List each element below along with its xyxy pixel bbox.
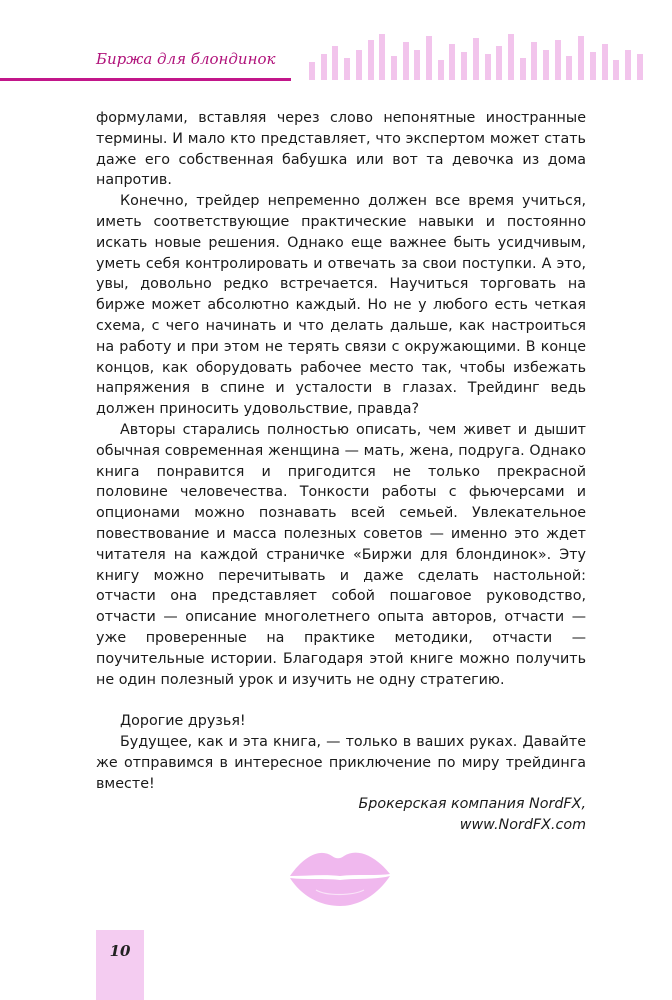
equalizer-bar — [403, 42, 409, 80]
equalizer-bar — [414, 50, 420, 80]
equalizer-bar — [368, 40, 374, 80]
lips-icon — [286, 846, 394, 908]
equalizer-bar — [578, 36, 584, 80]
equalizer-bar — [531, 42, 537, 80]
equalizer-bar — [555, 40, 561, 80]
greeting: Дорогие друзья! — [120, 713, 246, 730]
equalizer-bar — [391, 56, 397, 80]
equalizer-bars-icon — [309, 34, 650, 80]
signature-url: www.NordFX.com — [459, 817, 586, 834]
equalizer-bar — [520, 58, 526, 80]
paragraph-3: Авторы старались полностью описать, чем живет и дышит обычная современная женщина — мать, жена, подруга. Однако книга понравится и пригодится не только прекрасной половине человечества. Тонкости работы с фьючерсами и опционами можно познавать всей семьей. Увлекательное повествование и масса полезных советов — именно это ждет читателя на каждой страничке «Биржи для блондинок». Эту книгу можно перечитывать и даже сделать настольной: отчасти она представляет собой пошаговое руководство, отчасти — описание многолетнего опыта авторов, отчасти — уже проверенные на практике методики, отчасти — поучительные истории. Благодаря этой книге можно получить не один полезный урок и изучить не одну стратегию. — [96, 421, 586, 688]
equalizer-bar — [332, 46, 338, 80]
signature-company: Брокерская компания NordFX, — [358, 796, 586, 813]
equalizer-bar — [602, 44, 608, 80]
equalizer-bar — [485, 54, 491, 80]
equalizer-bar — [543, 50, 549, 80]
running-header-title: Биржа для блондинок — [96, 50, 276, 68]
header-rule — [0, 78, 291, 81]
page-number-box — [96, 930, 144, 1000]
paragraph-2: Конечно, трейдер непременно должен все время учиться, иметь соответствующие практические навыки и постоянно искать новые решения. Однако еще важнее быть усидчивым, уметь себя контролировать и отвечать за свои поступки. А это, увы, довольно редко встречается. Научиться торговать на бирже может абсолютно каждый. Но не у любого есть четкая схема, с чего начинать и что делать дальше, как настроиться на работу и при этом не терять связи с окружающими. В конце концов, как оборудовать рабочее место так, чтобы избежать напряжения в спине и усталости в глазах. Трейдинг ведь должен приносить удовольствие, правда? — [96, 193, 586, 418]
equalizer-bar — [590, 52, 596, 80]
equalizer-bar — [473, 38, 479, 80]
equalizer-bar — [496, 46, 502, 80]
equalizer-bar — [566, 56, 572, 80]
equalizer-bar — [613, 60, 619, 80]
equalizer-bar — [625, 50, 631, 80]
page-body — [96, 108, 586, 836]
equalizer-bar — [449, 44, 455, 80]
equalizer-bar — [379, 34, 385, 80]
equalizer-bar — [461, 52, 467, 80]
paragraph-4: Будущее, как и эта книга, — только в ваших руках. Давайте же отправимся в интересное приключение по миру трейдинга вместе! — [96, 733, 586, 792]
equalizer-bar — [309, 62, 315, 80]
equalizer-bar — [321, 54, 327, 80]
page-number: 10 — [109, 942, 131, 960]
equalizer-bar — [344, 58, 350, 80]
equalizer-bar — [356, 50, 362, 80]
equalizer-bar — [637, 54, 643, 80]
equalizer-bar — [438, 60, 444, 80]
equalizer-bar — [508, 34, 514, 80]
paragraph-1: формулами, вставляя через слово непонятные иностранные термины. И мало кто представляет, что экспертом может стать даже его собственная бабушка или вот та девочка из дома напротив. — [96, 110, 586, 189]
equalizer-bar — [426, 36, 432, 80]
